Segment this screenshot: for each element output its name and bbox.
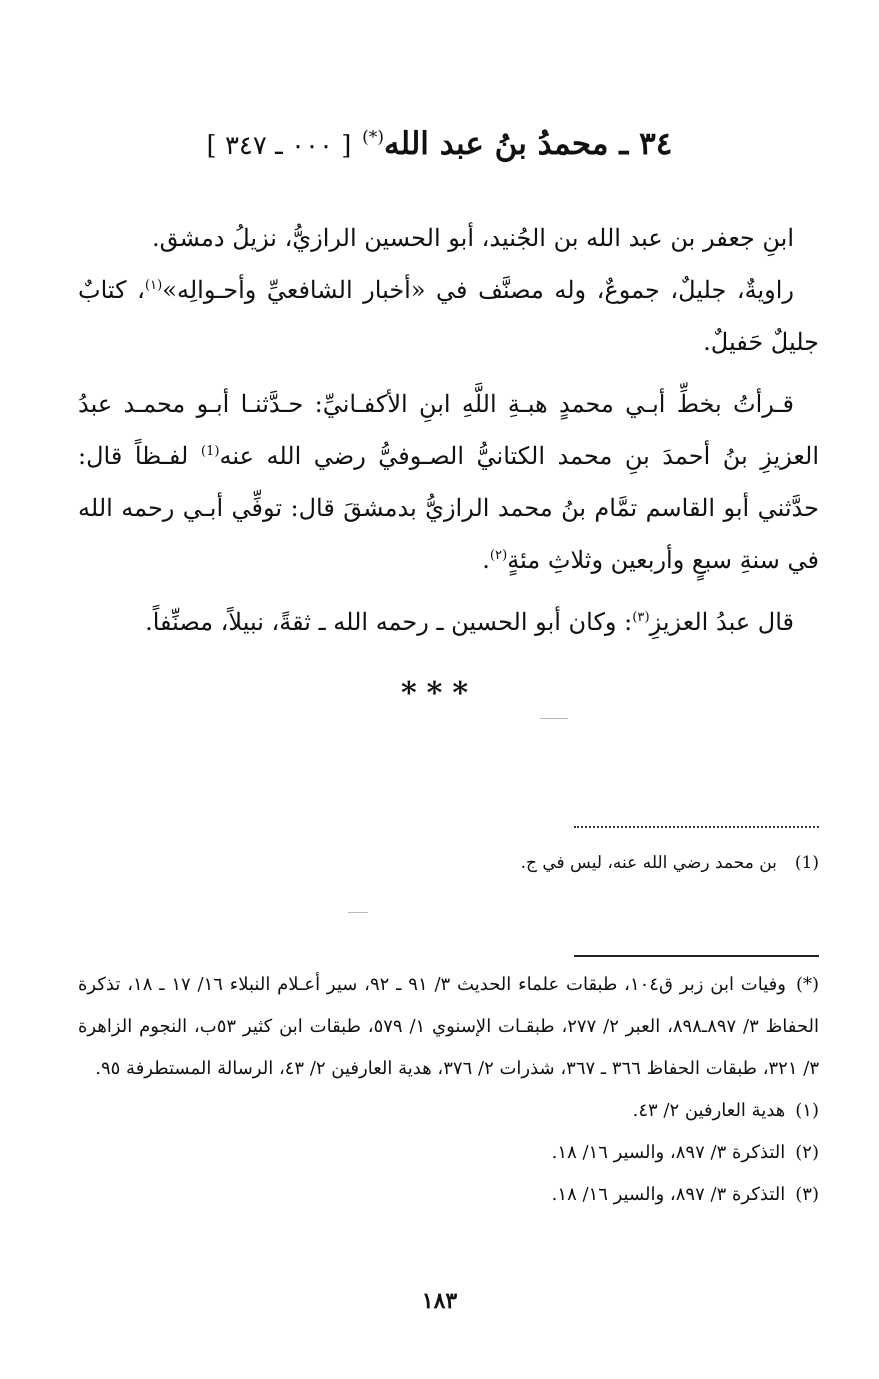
entry-number: ٣٤ bbox=[639, 126, 673, 162]
footnote-ref-2: (٢) bbox=[489, 548, 508, 563]
footnotes bbox=[78, 964, 819, 1216]
entry-body bbox=[78, 212, 819, 648]
footnote-1 bbox=[78, 1090, 819, 1132]
entry-heading bbox=[60, 122, 819, 168]
footnote-number: (٢) bbox=[795, 1142, 819, 1163]
entry-dates: [ ٠٠٠ ـ ٣٤٧ ] bbox=[206, 131, 352, 161]
page-number: ١٨٣ bbox=[421, 1288, 458, 1314]
paragraph-description-tail: ، كتابٌ جليلٌ حَفيلٌ. bbox=[78, 276, 819, 356]
paragraph-description bbox=[78, 264, 819, 368]
paragraph-lineage: ابنِ جعفر بن عبد الله بن الجُنيد، أبو الحسين الرازيُّ، نزيلُ دمشق. bbox=[151, 224, 794, 252]
footnote-text: هدية العارفين ٢/ ٤٣. bbox=[632, 1100, 786, 1121]
paragraph-description-text: راويةٌ، جليلٌ، جموعٌ، وله مصنَّف في «أخبار الشافعيِّ وأحـوالِه» bbox=[162, 276, 795, 304]
manuscript-note-text: بن محمد رضي الله عنه، ليس في ج. bbox=[520, 853, 777, 873]
heading-dash: ـ bbox=[619, 126, 629, 162]
assessment-part-a: قال عبدُ العزيزِ bbox=[649, 608, 794, 636]
footnote-ref-1: (١) bbox=[144, 278, 163, 293]
footnote-number: (٣) bbox=[795, 1184, 819, 1205]
footnote-3 bbox=[78, 1174, 819, 1216]
section-separator: *** bbox=[400, 676, 479, 711]
footnote-text: وفيات ابن زبر ق١٠٤، طبقات علماء الحديث ٣/ ٩١ ـ ٩٢، سير أعـلام النبلاء ١٦/ ١٧ ـ ١٨، تذكرة الحفاظ ٣/ ٨٩٧ـ٨٩٨، العبر ٢/ ٢٧٧، طبقـات الإسنوي ١/ ٥٧٩، طبقات ابن كثير ٥٣ب، النجوم الزاهرة ٣/ ٣٢١، طبقات الحفاظ ٣٦٦ ـ ٣٦٧، شذرات ٢/ ٣٧٦، هدية العارفين ٢/ ٤٣، الرسالة المستطرفة ٩٥. bbox=[78, 974, 819, 1079]
footnote-text: التذكرة ٣/ ٨٩٧، والسير ١٦/ ١٨. bbox=[551, 1184, 786, 1205]
narration-part-a: قـرأتُ بخطِّ أبـي محمدٍ هبـةِ اللَّهِ ابنِ الأكفـانيِّ: حـدَّثنـا أبـو محمـد عبدُ العزيزِ بنُ أحمدَ بنِ محمد الكتانيُّ الصـوفيُّ رضي الله عنه bbox=[78, 390, 819, 470]
paragraph-assessment bbox=[78, 596, 819, 648]
footnote-sources bbox=[78, 964, 819, 1090]
assessment-part-b: : وكان أبو الحسين ـ رحمه الله ـ ثقةً، نبيلاً، مصنِّفاً. bbox=[145, 608, 633, 636]
paragraph-narration bbox=[78, 378, 819, 586]
narration-tail: . bbox=[482, 546, 490, 574]
manuscript-note-number: (1) bbox=[794, 853, 819, 873]
entry-name: محمدُ بنُ عبد الله bbox=[383, 126, 609, 162]
footnote-2 bbox=[78, 1132, 819, 1174]
heading-footnote-ref: (*) bbox=[362, 127, 384, 148]
scan-speck bbox=[540, 718, 568, 719]
footnote-number: (*) bbox=[795, 974, 820, 995]
narration-part-b: لفـظاً قال: حدَّثني أبو القاسم تمَّام بنُ محمد الرازيُّ بدمشقَ قال: توفِّي أبـي رحمه الله في سنةِ سبعٍ وأربعين وثلاثِ مئةٍ bbox=[78, 442, 819, 574]
footnote-text: التذكرة ٣/ ٨٩٧، والسير ١٦/ ١٨. bbox=[551, 1142, 786, 1163]
footnotes-divider bbox=[574, 955, 819, 957]
manuscript-note bbox=[60, 848, 819, 878]
footnote-ref-3: (٣) bbox=[632, 610, 650, 625]
manuscript-ref-1: (1) bbox=[200, 444, 220, 459]
scan-speck bbox=[348, 912, 368, 913]
footnote-number: (١) bbox=[795, 1100, 819, 1121]
manuscript-note-divider bbox=[574, 826, 819, 828]
